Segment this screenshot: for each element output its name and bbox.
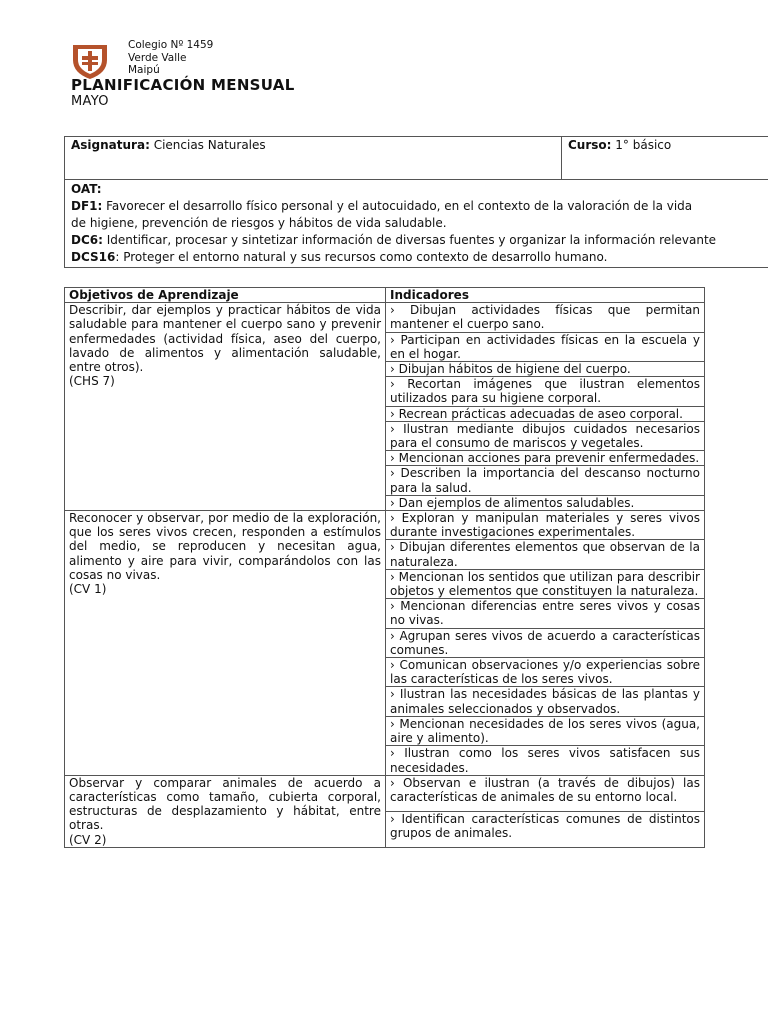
oat-cell bbox=[65, 180, 768, 268]
table-row bbox=[65, 303, 705, 332]
document-title: PLANIFICACIÓN MENSUAL bbox=[71, 76, 295, 94]
indicators-column-header: Indicadores bbox=[386, 288, 705, 303]
indicator-cell bbox=[386, 466, 705, 495]
indicator-text: › Identifican características comunes de distintos grupos de animales. bbox=[390, 811, 700, 840]
indicator-text: › Describen la importancia del descanso nocturno para la salud. bbox=[390, 466, 700, 495]
dc6-label: DC6: bbox=[71, 233, 103, 247]
indicator-text: › Recortan imágenes que ilustran elementos utilizados para su higiene corporal. bbox=[390, 377, 700, 406]
table-row bbox=[65, 775, 705, 811]
subject-info-table bbox=[64, 136, 768, 268]
indicator-cell bbox=[386, 362, 705, 377]
dcs16-label: DCS16 bbox=[71, 250, 116, 264]
indicator-text: › Ilustran las necesidades básicas de las plantas y animales seleccionados y observados. bbox=[390, 687, 700, 716]
indicator-cell bbox=[386, 811, 705, 847]
df1-text: Favorecer el desarrollo físico personal y el autocuidado, en el contexto de la valoración de la vida bbox=[102, 199, 693, 213]
objective-code: (CHS 7) bbox=[69, 374, 115, 389]
dc6-text: Identificar, procesar y sintetizar información de diversas fuentes y organizar la información relevante bbox=[102, 233, 717, 247]
objective-text: Describir, dar ejemplos y practicar hábitos de vida saludable para mantener el cuerpo sano y prevenir enfermedades (actividad física, aseo del cuerpo, lavado de alimentos y alimentación saludable, entre otros). bbox=[69, 303, 381, 375]
indicator-cell bbox=[386, 303, 705, 332]
oat-label: OAT: bbox=[71, 182, 102, 196]
subject-label: Asignatura: bbox=[71, 138, 150, 152]
df1-label: DF1: bbox=[71, 199, 103, 213]
indicator-text: › Dibujan actividades físicas que permitan mantener el cuerpo sano. bbox=[390, 303, 700, 332]
indicator-cell bbox=[386, 421, 705, 450]
dcs16-text: : Proteger el entorno natural y sus recursos como contexto de desarrollo humano. bbox=[115, 250, 608, 264]
indicator-text: › Mencionan acciones para prevenir enfermedades. bbox=[390, 451, 700, 466]
indicator-cell bbox=[386, 599, 705, 628]
indicator-cell bbox=[386, 775, 705, 811]
objectives-header-row bbox=[65, 288, 705, 303]
indicator-text: › Observan e ilustran (a través de dibujos) las características de animales de su entorno local. bbox=[390, 775, 700, 804]
indicator-text: › Dan ejemplos de alimentos saludables. bbox=[390, 495, 635, 510]
objective-cell bbox=[65, 303, 386, 511]
school-commune: Maipú bbox=[128, 64, 160, 76]
objectives-table bbox=[64, 287, 705, 848]
indicator-cell bbox=[386, 451, 705, 466]
objectives-column-header: Objetivos de Aprendizaje bbox=[65, 288, 386, 303]
objective-text: Reconocer y observar, por medio de la exploración, que los seres vivos crecen, responden a estímulos del medio, se reproducen y necesitan agua, alimento y aire para vivir, comparándolos con las cosas no vivas. bbox=[69, 511, 381, 582]
indicator-text: › Exploran y manipulan materiales y seres vivos durante investigaciones experimentales. bbox=[390, 511, 700, 540]
indicator-text: › Recrean prácticas adecuadas de aseo corporal. bbox=[390, 406, 683, 421]
indicator-text: › Agrupan seres vivos de acuerdo a características comunes. bbox=[390, 628, 700, 657]
indicator-text: › Mencionan diferencias entre seres vivos y cosas no vivas. bbox=[390, 599, 700, 628]
indicator-cell bbox=[386, 406, 705, 421]
indicator-text: › Ilustran como los seres vivos satisfacen sus necesidades. bbox=[390, 746, 700, 775]
indicator-text: › Dibujan hábitos de higiene del cuerpo. bbox=[390, 362, 631, 377]
objective-text: Observar y comparar animales de acuerdo a características como tamaño, cubierta corporal, estructuras de desplazamiento y hábitat, entre otras. bbox=[69, 775, 381, 833]
indicator-cell bbox=[386, 495, 705, 510]
indicator-cell bbox=[386, 332, 705, 361]
indicator-cell bbox=[386, 540, 705, 569]
document-month: MAYO bbox=[71, 94, 109, 109]
objective-code: (CV 2) bbox=[69, 832, 107, 847]
indicator-text: › Mencionan los sentidos que utilizan para describir objetos y elementos que constituyen la naturaleza. bbox=[390, 569, 700, 599]
indicator-cell bbox=[386, 746, 705, 775]
indicator-cell bbox=[386, 377, 705, 406]
indicator-text: › Participan en actividades físicas en la escuela y en el hogar. bbox=[390, 332, 700, 361]
indicator-cell bbox=[386, 687, 705, 716]
school-shield-logo bbox=[70, 40, 110, 80]
indicator-cell bbox=[386, 511, 705, 540]
indicator-cell bbox=[386, 628, 705, 657]
course-label: Curso: bbox=[568, 138, 612, 152]
table-row bbox=[65, 511, 705, 540]
school-info bbox=[128, 39, 213, 77]
objective-cell bbox=[65, 511, 386, 776]
indicator-text: › Dibujan diferentes elementos que observan de la naturaleza. bbox=[390, 540, 700, 569]
subject-value: Ciencias Naturales bbox=[149, 138, 266, 152]
school-name: Colegio Nº 1459 bbox=[128, 39, 214, 51]
indicator-cell bbox=[386, 716, 705, 745]
objective-code: (CV 1) bbox=[69, 582, 107, 597]
course-value: 1° básico bbox=[611, 138, 672, 152]
indicator-cell bbox=[386, 658, 705, 687]
objective-cell bbox=[65, 775, 386, 847]
school-campus: Verde Valle bbox=[128, 51, 187, 64]
indicator-cell bbox=[386, 569, 705, 598]
indicator-text: › Mencionan necesidades de los seres vivos (agua, aire y alimento). bbox=[390, 716, 700, 746]
df1-text-continued: de higiene, prevención de riesgos y hábitos de vida saludable. bbox=[71, 216, 447, 230]
course-cell bbox=[562, 137, 768, 180]
indicator-text: › Comunican observaciones y/o experiencias sobre las características de los seres vivos. bbox=[390, 658, 700, 687]
indicator-text: › Ilustran mediante dibujos cuidados necesarios para el consumo de mariscos y vegetales. bbox=[390, 421, 700, 451]
subject-cell bbox=[65, 137, 562, 180]
